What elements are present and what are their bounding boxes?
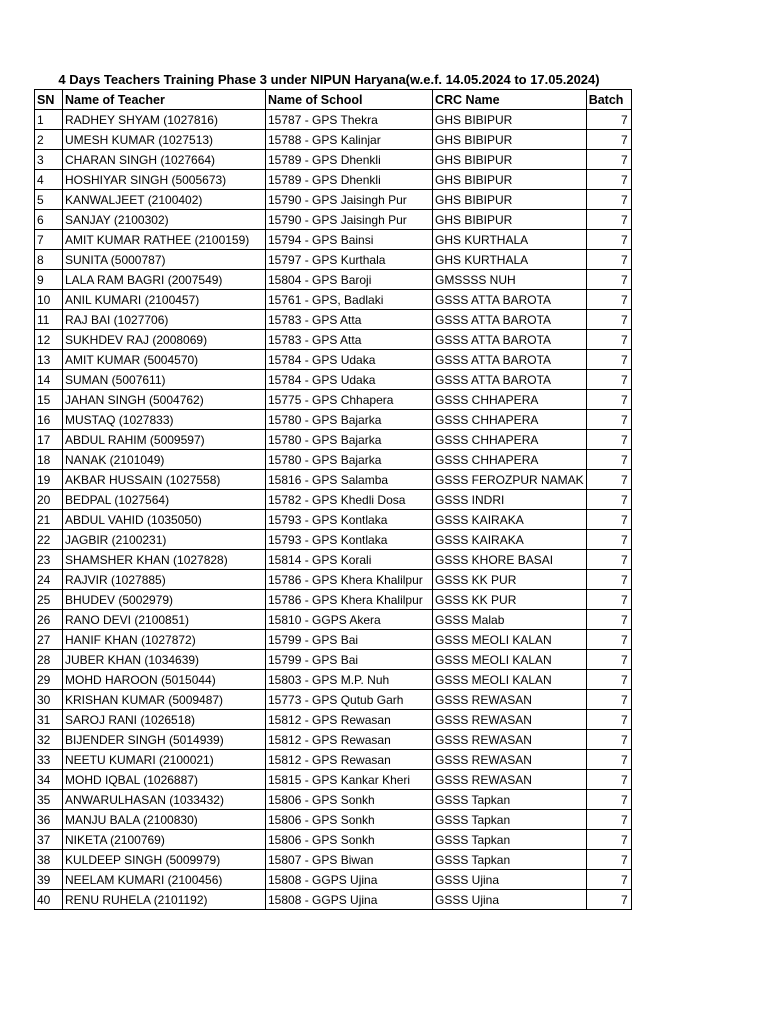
cell-school-name: 15783 - GPS Atta bbox=[266, 330, 433, 350]
cell-crc-name: GHS KURTHALA bbox=[433, 250, 587, 270]
cell-teacher-name: KULDEEP SINGH (5009979) bbox=[63, 850, 266, 870]
cell-school-name: 15773 - GPS Qutub Garh bbox=[266, 690, 433, 710]
cell-crc-name: GSSS REWASAN bbox=[433, 690, 587, 710]
cell-crc-name: GSSS Ujina bbox=[433, 890, 587, 910]
cell-sn: 36 bbox=[35, 810, 63, 830]
cell-batch: 7 bbox=[586, 350, 631, 370]
cell-teacher-name: RANO DEVI (2100851) bbox=[63, 610, 266, 630]
cell-school-name: 15787 - GPS Thekra bbox=[266, 110, 433, 130]
table-row bbox=[35, 750, 632, 770]
cell-teacher-name: MOHD HAROON (5015044) bbox=[63, 670, 266, 690]
cell-crc-name: GSSS INDRI bbox=[433, 490, 587, 510]
table-row bbox=[35, 710, 632, 730]
table-row bbox=[35, 670, 632, 690]
cell-school-name: 15794 - GPS Bainsi bbox=[266, 230, 433, 250]
cell-school-name: 15780 - GPS Bajarka bbox=[266, 430, 433, 450]
cell-teacher-name: KRISHAN KUMAR (5009487) bbox=[63, 690, 266, 710]
cell-school-name: 15788 - GPS Kalinjar bbox=[266, 130, 433, 150]
cell-batch: 7 bbox=[586, 530, 631, 550]
table-row bbox=[35, 110, 632, 130]
cell-batch: 7 bbox=[586, 730, 631, 750]
cell-teacher-name: ABDUL VAHID (1035050) bbox=[63, 510, 266, 530]
cell-school-name: 15784 - GPS Udaka bbox=[266, 350, 433, 370]
cell-crc-name: GSSS CHHAPERA bbox=[433, 390, 587, 410]
cell-sn: 34 bbox=[35, 770, 63, 790]
cell-batch: 7 bbox=[586, 290, 631, 310]
cell-sn: 15 bbox=[35, 390, 63, 410]
table-row bbox=[35, 630, 632, 650]
cell-crc-name: GSSS REWASAN bbox=[433, 770, 587, 790]
cell-school-name: 15806 - GPS Sonkh bbox=[266, 810, 433, 830]
cell-school-name: 15807 - GPS Biwan bbox=[266, 850, 433, 870]
cell-batch: 7 bbox=[586, 470, 631, 490]
cell-teacher-name: RAJVIR (1027885) bbox=[63, 570, 266, 590]
cell-batch: 7 bbox=[586, 790, 631, 810]
cell-teacher-name: NIKETA (2100769) bbox=[63, 830, 266, 850]
cell-batch: 7 bbox=[586, 750, 631, 770]
cell-school-name: 15783 - GPS Atta bbox=[266, 310, 433, 330]
cell-batch: 7 bbox=[586, 830, 631, 850]
cell-school-name: 15790 - GPS Jaisingh Pur bbox=[266, 190, 433, 210]
cell-batch: 7 bbox=[586, 890, 631, 910]
cell-teacher-name: JAGBIR (2100231) bbox=[63, 530, 266, 550]
cell-school-name: 15803 - GPS M.P. Nuh bbox=[266, 670, 433, 690]
cell-crc-name: GSSS Tapkan bbox=[433, 810, 587, 830]
cell-school-name: 15806 - GPS Sonkh bbox=[266, 830, 433, 850]
cell-school-name: 15816 - GPS Salamba bbox=[266, 470, 433, 490]
cell-crc-name: GSSS CHHAPERA bbox=[433, 430, 587, 450]
cell-batch: 7 bbox=[586, 150, 631, 170]
header-teacher: Name of Teacher bbox=[63, 90, 266, 110]
cell-teacher-name: NEETU KUMARI (2100021) bbox=[63, 750, 266, 770]
cell-sn: 17 bbox=[35, 430, 63, 450]
cell-sn: 13 bbox=[35, 350, 63, 370]
cell-sn: 10 bbox=[35, 290, 63, 310]
table-row bbox=[35, 530, 632, 550]
table-row bbox=[35, 450, 632, 470]
cell-batch: 7 bbox=[586, 170, 631, 190]
header-school: Name of School bbox=[266, 90, 433, 110]
table-row bbox=[35, 730, 632, 750]
cell-crc-name: GSSS ATTA BAROTA bbox=[433, 310, 587, 330]
cell-crc-name: GHS BIBIPUR bbox=[433, 110, 587, 130]
cell-school-name: 15808 - GGPS Ujina bbox=[266, 870, 433, 890]
cell-sn: 29 bbox=[35, 670, 63, 690]
cell-sn: 1 bbox=[35, 110, 63, 130]
cell-school-name: 15799 - GPS Bai bbox=[266, 650, 433, 670]
table-row bbox=[35, 130, 632, 150]
cell-school-name: 15789 - GPS Dhenkli bbox=[266, 170, 433, 190]
cell-crc-name: GSSS MEOLI KALAN bbox=[433, 630, 587, 650]
cell-teacher-name: NANAK (2101049) bbox=[63, 450, 266, 470]
cell-batch: 7 bbox=[586, 130, 631, 150]
cell-sn: 37 bbox=[35, 830, 63, 850]
cell-batch: 7 bbox=[586, 570, 631, 590]
table-row bbox=[35, 870, 632, 890]
table-row bbox=[35, 890, 632, 910]
cell-teacher-name: HOSHIYAR SINGH (5005673) bbox=[63, 170, 266, 190]
cell-batch: 7 bbox=[586, 450, 631, 470]
table-body bbox=[35, 110, 632, 910]
cell-crc-name: GSSS Malab bbox=[433, 610, 587, 630]
table-row bbox=[35, 290, 632, 310]
table-row bbox=[35, 430, 632, 450]
cell-sn: 24 bbox=[35, 570, 63, 590]
cell-batch: 7 bbox=[586, 250, 631, 270]
cell-teacher-name: CHARAN SINGH (1027664) bbox=[63, 150, 266, 170]
cell-batch: 7 bbox=[586, 490, 631, 510]
cell-school-name: 15812 - GPS Rewasan bbox=[266, 710, 433, 730]
cell-crc-name: GSSS KK PUR bbox=[433, 570, 587, 590]
table-row bbox=[35, 410, 632, 430]
cell-teacher-name: RENU RUHELA (2101192) bbox=[63, 890, 266, 910]
table-row bbox=[35, 610, 632, 630]
cell-sn: 21 bbox=[35, 510, 63, 530]
cell-batch: 7 bbox=[586, 270, 631, 290]
cell-sn: 33 bbox=[35, 750, 63, 770]
cell-sn: 32 bbox=[35, 730, 63, 750]
cell-crc-name: GSSS ATTA BAROTA bbox=[433, 370, 587, 390]
cell-crc-name: GSSS ATTA BAROTA bbox=[433, 290, 587, 310]
cell-crc-name: GSSS REWASAN bbox=[433, 710, 587, 730]
cell-school-name: 15790 - GPS Jaisingh Pur bbox=[266, 210, 433, 230]
cell-crc-name: GHS KURTHALA bbox=[433, 230, 587, 250]
cell-teacher-name: BIJENDER SINGH (5014939) bbox=[63, 730, 266, 750]
cell-crc-name: GHS BIBIPUR bbox=[433, 170, 587, 190]
cell-batch: 7 bbox=[586, 430, 631, 450]
cell-batch: 7 bbox=[586, 810, 631, 830]
cell-sn: 11 bbox=[35, 310, 63, 330]
cell-batch: 7 bbox=[586, 110, 631, 130]
cell-school-name: 15812 - GPS Rewasan bbox=[266, 750, 433, 770]
cell-crc-name: GSSS Tapkan bbox=[433, 790, 587, 810]
cell-batch: 7 bbox=[586, 610, 631, 630]
table-row bbox=[35, 370, 632, 390]
table-row bbox=[35, 230, 632, 250]
cell-teacher-name: ANWARULHASAN (1033432) bbox=[63, 790, 266, 810]
cell-teacher-name: AKBAR HUSSAIN (1027558) bbox=[63, 470, 266, 490]
cell-crc-name: GHS BIBIPUR bbox=[433, 190, 587, 210]
table-row bbox=[35, 850, 632, 870]
cell-batch: 7 bbox=[586, 650, 631, 670]
document-title: 4 Days Teachers Training Phase 3 under NIPUN Haryana(w.e.f. 14.05.2024 to 17.05.2024) bbox=[58, 72, 600, 87]
cell-teacher-name: MANJU BALA (2100830) bbox=[63, 810, 266, 830]
cell-sn: 28 bbox=[35, 650, 63, 670]
cell-batch: 7 bbox=[586, 310, 631, 330]
cell-teacher-name: SUMAN (5007611) bbox=[63, 370, 266, 390]
cell-sn: 40 bbox=[35, 890, 63, 910]
table-row bbox=[35, 510, 632, 530]
cell-batch: 7 bbox=[586, 590, 631, 610]
table-row bbox=[35, 550, 632, 570]
cell-batch: 7 bbox=[586, 410, 631, 430]
table-row bbox=[35, 210, 632, 230]
cell-school-name: 15780 - GPS Bajarka bbox=[266, 410, 433, 430]
cell-teacher-name: LALA RAM BAGRI (2007549) bbox=[63, 270, 266, 290]
table-row bbox=[35, 690, 632, 710]
cell-crc-name: GSSS CHHAPERA bbox=[433, 410, 587, 430]
cell-batch: 7 bbox=[586, 850, 631, 870]
table-row bbox=[35, 310, 632, 330]
cell-sn: 6 bbox=[35, 210, 63, 230]
cell-teacher-name: SUKHDEV RAJ (2008069) bbox=[63, 330, 266, 350]
table-row bbox=[35, 190, 632, 210]
cell-sn: 7 bbox=[35, 230, 63, 250]
cell-batch: 7 bbox=[586, 550, 631, 570]
cell-sn: 30 bbox=[35, 690, 63, 710]
cell-batch: 7 bbox=[586, 370, 631, 390]
cell-batch: 7 bbox=[586, 230, 631, 250]
cell-teacher-name: SANJAY (2100302) bbox=[63, 210, 266, 230]
cell-sn: 31 bbox=[35, 710, 63, 730]
cell-batch: 7 bbox=[586, 330, 631, 350]
cell-teacher-name: JAHAN SINGH (5004762) bbox=[63, 390, 266, 410]
table-row bbox=[35, 270, 632, 290]
cell-teacher-name: KANWALJEET (2100402) bbox=[63, 190, 266, 210]
cell-school-name: 15808 - GGPS Ujina bbox=[266, 890, 433, 910]
table-row bbox=[35, 490, 632, 510]
cell-crc-name: GSSS Tapkan bbox=[433, 850, 587, 870]
table-row bbox=[35, 250, 632, 270]
cell-batch: 7 bbox=[586, 390, 631, 410]
table-row bbox=[35, 590, 632, 610]
cell-teacher-name: RAJ BAI (1027706) bbox=[63, 310, 266, 330]
cell-batch: 7 bbox=[586, 670, 631, 690]
cell-sn: 27 bbox=[35, 630, 63, 650]
cell-crc-name: GSSS KHORE BASAI bbox=[433, 550, 587, 570]
cell-teacher-name: HANIF KHAN (1027872) bbox=[63, 630, 266, 650]
table-row bbox=[35, 330, 632, 350]
cell-sn: 23 bbox=[35, 550, 63, 570]
cell-crc-name: GSSS ATTA BAROTA bbox=[433, 350, 587, 370]
cell-school-name: 15780 - GPS Bajarka bbox=[266, 450, 433, 470]
cell-sn: 3 bbox=[35, 150, 63, 170]
cell-crc-name: GSSS CHHAPERA bbox=[433, 450, 587, 470]
table-row bbox=[35, 830, 632, 850]
cell-sn: 35 bbox=[35, 790, 63, 810]
cell-teacher-name: MOHD IQBAL (1026887) bbox=[63, 770, 266, 790]
cell-school-name: 15810 - GGPS Akera bbox=[266, 610, 433, 630]
cell-teacher-name: SUNITA (5000787) bbox=[63, 250, 266, 270]
cell-school-name: 15815 - GPS Kankar Kheri bbox=[266, 770, 433, 790]
cell-school-name: 15799 - GPS Bai bbox=[266, 630, 433, 650]
cell-crc-name: GSSS MEOLI KALAN bbox=[433, 650, 587, 670]
cell-sn: 25 bbox=[35, 590, 63, 610]
cell-teacher-name: AMIT KUMAR RATHEE (2100159) bbox=[63, 230, 266, 250]
cell-batch: 7 bbox=[586, 630, 631, 650]
header-sn: SN bbox=[35, 90, 63, 110]
cell-school-name: 15804 - GPS Baroji bbox=[266, 270, 433, 290]
cell-batch: 7 bbox=[586, 690, 631, 710]
cell-crc-name: GSSS MEOLI KALAN bbox=[433, 670, 587, 690]
cell-school-name: 15786 - GPS Khera Khalilpur bbox=[266, 570, 433, 590]
cell-teacher-name: SAROJ RANI (1026518) bbox=[63, 710, 266, 730]
cell-batch: 7 bbox=[586, 510, 631, 530]
table-row bbox=[35, 150, 632, 170]
table-row bbox=[35, 810, 632, 830]
table-row bbox=[35, 570, 632, 590]
header-row bbox=[35, 90, 632, 110]
header-crc: CRC Name bbox=[433, 90, 587, 110]
cell-sn: 8 bbox=[35, 250, 63, 270]
cell-crc-name: GSSS REWASAN bbox=[433, 750, 587, 770]
cell-school-name: 15786 - GPS Khera Khalilpur bbox=[266, 590, 433, 610]
cell-batch: 7 bbox=[586, 710, 631, 730]
cell-teacher-name: SHAMSHER KHAN (1027828) bbox=[63, 550, 266, 570]
cell-crc-name: GSSS ATTA BAROTA bbox=[433, 330, 587, 350]
cell-crc-name: GMSSSS NUH bbox=[433, 270, 587, 290]
cell-teacher-name: BEDPAL (1027564) bbox=[63, 490, 266, 510]
table-row bbox=[35, 790, 632, 810]
cell-school-name: 15782 - GPS Khedli Dosa bbox=[266, 490, 433, 510]
cell-teacher-name: ANIL KUMARI (2100457) bbox=[63, 290, 266, 310]
cell-sn: 5 bbox=[35, 190, 63, 210]
cell-sn: 39 bbox=[35, 870, 63, 890]
cell-crc-name: GHS BIBIPUR bbox=[433, 130, 587, 150]
cell-school-name: 15812 - GPS Rewasan bbox=[266, 730, 433, 750]
cell-crc-name: GSSS KAIRAKA bbox=[433, 510, 587, 530]
cell-sn: 38 bbox=[35, 850, 63, 870]
cell-crc-name: GSSS KAIRAKA bbox=[433, 530, 587, 550]
cell-school-name: 15775 - GPS Chhapera bbox=[266, 390, 433, 410]
cell-teacher-name: BHUDEV (5002979) bbox=[63, 590, 266, 610]
table-row bbox=[35, 650, 632, 670]
cell-crc-name: GSSS REWASAN bbox=[433, 730, 587, 750]
cell-batch: 7 bbox=[586, 190, 631, 210]
cell-sn: 4 bbox=[35, 170, 63, 190]
cell-school-name: 15793 - GPS Kontlaka bbox=[266, 510, 433, 530]
table-row bbox=[35, 350, 632, 370]
cell-teacher-name: UMESH KUMAR (1027513) bbox=[63, 130, 266, 150]
cell-crc-name: GSSS Ujina bbox=[433, 870, 587, 890]
teachers-table bbox=[34, 89, 632, 910]
cell-teacher-name: MUSTAQ (1027833) bbox=[63, 410, 266, 430]
cell-sn: 19 bbox=[35, 470, 63, 490]
cell-batch: 7 bbox=[586, 210, 631, 230]
cell-crc-name: GSSS Tapkan bbox=[433, 830, 587, 850]
cell-teacher-name: NEELAM KUMARI (2100456) bbox=[63, 870, 266, 890]
cell-teacher-name: ABDUL RAHIM (5009597) bbox=[63, 430, 266, 450]
cell-crc-name: GHS BIBIPUR bbox=[433, 210, 587, 230]
cell-teacher-name: RADHEY SHYAM (1027816) bbox=[63, 110, 266, 130]
cell-crc-name: GSSS KK PUR bbox=[433, 590, 587, 610]
cell-school-name: 15797 - GPS Kurthala bbox=[266, 250, 433, 270]
cell-batch: 7 bbox=[586, 870, 631, 890]
table-row bbox=[35, 470, 632, 490]
cell-sn: 18 bbox=[35, 450, 63, 470]
cell-sn: 22 bbox=[35, 530, 63, 550]
cell-school-name: 15814 - GPS Korali bbox=[266, 550, 433, 570]
cell-sn: 12 bbox=[35, 330, 63, 350]
cell-sn: 26 bbox=[35, 610, 63, 630]
table-row bbox=[35, 390, 632, 410]
cell-sn: 2 bbox=[35, 130, 63, 150]
cell-batch: 7 bbox=[586, 770, 631, 790]
cell-sn: 9 bbox=[35, 270, 63, 290]
table-row bbox=[35, 170, 632, 190]
cell-sn: 14 bbox=[35, 370, 63, 390]
cell-teacher-name: JUBER KHAN (1034639) bbox=[63, 650, 266, 670]
cell-school-name: 15793 - GPS Kontlaka bbox=[266, 530, 433, 550]
table-row bbox=[35, 770, 632, 790]
cell-crc-name: GSSS FEROZPUR NAMAK bbox=[433, 470, 587, 490]
cell-school-name: 15784 - GPS Udaka bbox=[266, 370, 433, 390]
cell-sn: 20 bbox=[35, 490, 63, 510]
cell-sn: 16 bbox=[35, 410, 63, 430]
cell-school-name: 15761 - GPS, Badlaki bbox=[266, 290, 433, 310]
header-batch: Batch bbox=[586, 90, 631, 110]
cell-teacher-name: AMIT KUMAR (5004570) bbox=[63, 350, 266, 370]
cell-school-name: 15806 - GPS Sonkh bbox=[266, 790, 433, 810]
cell-school-name: 15789 - GPS Dhenkli bbox=[266, 150, 433, 170]
cell-crc-name: GHS BIBIPUR bbox=[433, 150, 587, 170]
